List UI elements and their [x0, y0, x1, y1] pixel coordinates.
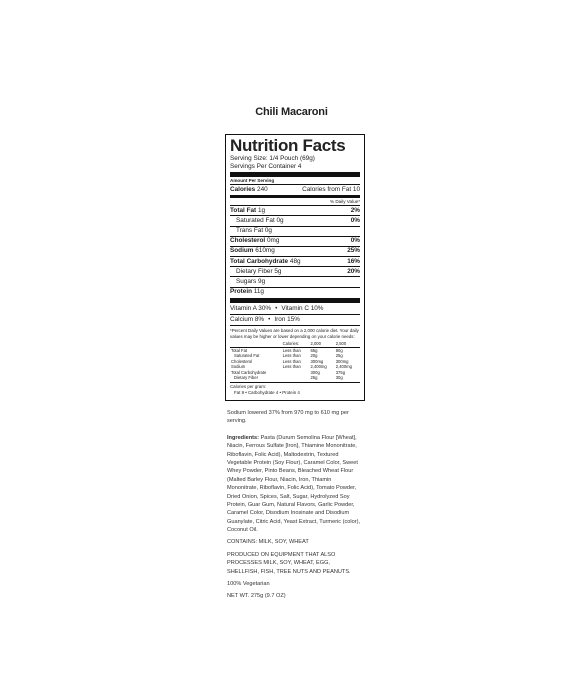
sodium-value: 610mg — [255, 247, 275, 255]
saturated-fat-dv: 0% — [350, 216, 360, 224]
total-fat-value: 1g — [257, 206, 266, 214]
table-row: Total Fat Less than 65g 80g — [231, 347, 343, 353]
total-fat-dv: 2% — [350, 206, 360, 214]
calories-from-fat: Calories from Fat 10 — [302, 185, 360, 193]
daily-value-header: % Daily Value* — [329, 199, 360, 205]
ingredients — [227, 434, 362, 535]
iron: Iron 15% — [274, 315, 300, 323]
table-row: Sodium Less than 2,400mg 2,400mg — [231, 364, 352, 370]
bullet-separator: • — [275, 304, 278, 312]
total-fat-row — [230, 205, 360, 215]
trans-fat-row — [230, 226, 360, 236]
nutrition-facts-title: Nutrition Facts — [230, 136, 346, 155]
carbohydrate-label: Total Carbohydrate — [230, 257, 289, 265]
vitamin-a: Vitamin A 30% — [230, 304, 272, 312]
calories-row — [230, 184, 360, 194]
nutrition-facts-label — [225, 134, 365, 401]
cholesterol-label: Cholesterol — [230, 237, 266, 245]
calories-value: 240 — [257, 185, 268, 193]
vitamin-c: Vitamin C 10% — [281, 304, 324, 312]
divider-medium — [230, 195, 360, 198]
protein-value: 11g — [253, 288, 264, 296]
sodium-row — [230, 246, 360, 256]
vitamin-row-1 — [230, 304, 360, 314]
sodium-dv: 25% — [347, 247, 360, 255]
product-title: Chili Macaroni — [255, 106, 328, 118]
divider-thick — [230, 172, 360, 177]
fiber-row — [230, 266, 360, 276]
total-fat-label: Total Fat — [230, 206, 257, 214]
calories-per-gram-label: Calories per gram: — [230, 384, 267, 390]
net-weight: NET WT. 275g (9.7 OZ) — [227, 593, 286, 600]
serving-size: Serving Size: 1/4 Pouch (69g) — [230, 155, 315, 162]
bullet-separator: • — [268, 315, 271, 323]
saturated-fat: Saturated Fat 0g — [236, 216, 284, 224]
ingredients-text: Pasta (Durum Semolina Flour [Wheat], Niacin, Ferrous Sulfate [Iron], Thiamine Mononitrate, Riboflavin, Folic Acid), Maltodextrin, Textured Vegetable Protein (Soy Flour), Caramel Color, Sweet Whey Powder, Pinto Beans, Bleached Wheat Flour (Malted Barley Flour, Niacin, Iron, Thiamin Mononitrate, Riboflavin, Folic Acid), Tomato Powder, Dried Onion, Spices, Salt, Sugar, Hydrolyzed Soy Protein, Guar Gum, Natural Flavors, Garlic Powder, Caramel Color, Disodium Inosinate and Disodium Guanylate, Citric Acid, Yeast Extract, Turmeric (color), Coconut Oil. — [227, 434, 361, 534]
carbohydrate-dv: 16% — [347, 257, 360, 265]
divider-thick-2 — [230, 298, 360, 303]
servings-per-container: Servings Per Container 4 — [230, 163, 302, 170]
calories-per-gram-values: Fat 9 • Carbohydrate 4 • Protein 4 — [234, 390, 300, 396]
dietary-fiber-dv: 20% — [347, 267, 360, 275]
product-details — [227, 409, 362, 605]
protein-row — [230, 287, 360, 297]
facility-statement: PRODUCED ON EQUIPMENT THAT ALSO PROCESSES MILK, SOY, WHEAT, EGG, SHELLFISH, FISH, TREE NUTS AND PEANUTS. — [227, 551, 351, 575]
ingredients-label: Ingredients: — [227, 434, 260, 441]
table-row: Dietary Fiber 25g 30g — [234, 374, 343, 380]
amount-per-serving: Amount Per Serving — [230, 178, 275, 183]
sodium-note: Sodium lowered 37% from 970 mg to 610 mg per serving. — [227, 410, 349, 425]
cholesterol-dv: 0% — [350, 237, 360, 245]
daily-value-footnote: *Percent Daily Values are based on a 2,000 calorie diet. Your daily values may be higher or lower depending on your calorie needs: — [230, 327, 359, 339]
vitamin-row-2 — [230, 314, 360, 325]
calories-per-gram — [230, 382, 360, 395]
calcium: Calcium 8% — [230, 315, 265, 323]
carbohydrate-value: 48g — [289, 257, 301, 265]
cholesterol-value: 0mg — [266, 237, 280, 245]
allergen-contains: CONTAINS: MILK, SOY, WHEAT — [227, 539, 309, 546]
table-row: Cholesterol Less than 300mg 300mg — [231, 358, 349, 364]
sodium-label: Sodium — [230, 247, 254, 255]
carbohydrate-row — [230, 256, 360, 266]
protein-label: Protein — [230, 288, 253, 296]
sugars: Sugars 9g — [236, 278, 266, 286]
table-row: Total Carbohydrate 300g 375g — [231, 369, 346, 375]
sugars-row — [230, 276, 360, 286]
calories-label: Calories — [230, 185, 256, 193]
table-row: Saturated Fat Less than 20g 25g — [234, 353, 343, 359]
daily-value-table-header: Calories: 2,000 2,500 — [230, 341, 360, 347]
vegetarian-claim: 100% Vegetarian — [227, 581, 270, 588]
cholesterol-row — [230, 236, 360, 246]
daily-value-table — [230, 341, 360, 380]
dietary-fiber: Dietary Fiber 5g — [236, 267, 282, 275]
saturated-fat-row — [230, 215, 360, 225]
trans-fat: Trans Fat 0g — [236, 227, 272, 235]
